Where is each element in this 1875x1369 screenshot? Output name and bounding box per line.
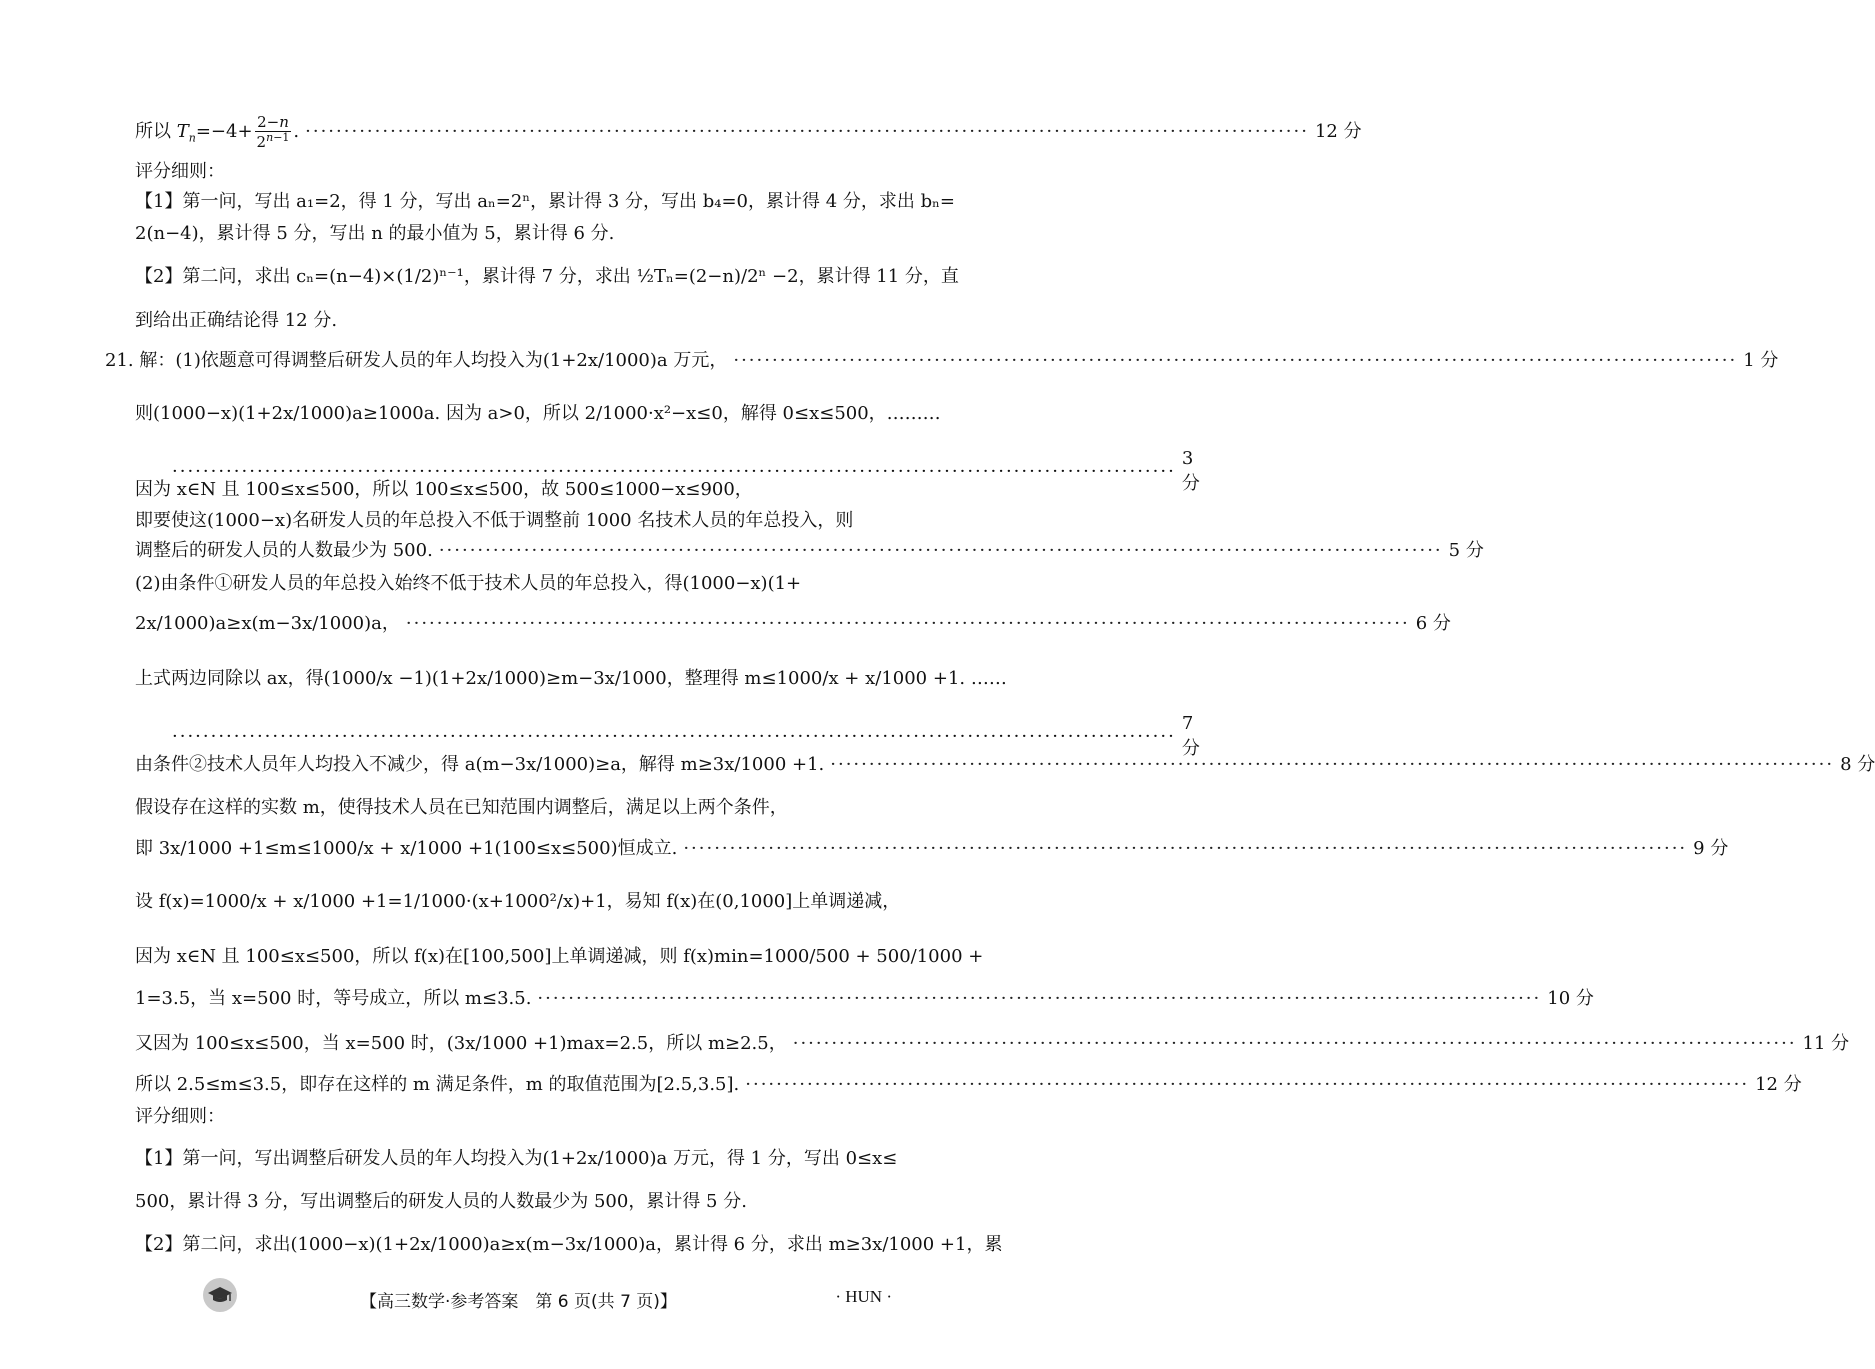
dot-leader: ·································································································································· — [405, 613, 1410, 634]
score-label: 5 分 — [1448, 540, 1484, 561]
footer-page-info: 【高三数学·参考答案 第 6 页(共 7 页)】 — [360, 1292, 677, 1312]
q21-part2-line-1: (2)由条件①研发人员的年总投入始终不低于技术人员的年总投入，得(1000−x)(1+ — [135, 573, 802, 594]
score-label: 12 分 — [1755, 1074, 1802, 1095]
q21-rule-1-line-2: 500，累计得 3 分，写出调整后的研发人员的人数最少为 500，累计得 5 分. — [135, 1191, 747, 1212]
score-label: 1 分 — [1743, 350, 1779, 371]
dot-leader: ·································································································································· — [745, 1074, 1750, 1095]
dot-leader: ·································································································································· — [683, 838, 1688, 859]
score-label: 11 分 — [1802, 1033, 1850, 1054]
q21-line-4: 即要使这(1000−x)名研发人员的年总投入不低于调整前 1000 名技术人员的年总投入，则 — [135, 510, 854, 531]
min-value-text: 又因为 100≤x≤500，当 x=500 时，(3x/1000 +1)max=2.5，所以 m≥2.5， — [135, 1033, 787, 1054]
q21-line-2: 则(1000−x)(1+2x/1000)a≥1000a. 因为 a>0，所以 2/1000·x²−x≤0，解得 0≤x≤500，……… — [135, 403, 941, 424]
q21-solution-start: 21. 解：(1)依题意可得调整后研发人员的年人均投入为(1+2x/1000)a 万元， — [105, 350, 728, 371]
dot-leader: ·································································································································· — [830, 754, 1835, 775]
q21-rule-1-line-1: 【1】第一问，写出调整后研发人员的年人均投入为(1+2x/1000)a 万元，得 1 分，写出 0≤x≤ — [135, 1148, 898, 1169]
rule-2-line-2: 到给出正确结论得 12 分. — [135, 310, 338, 331]
score-label: 12 分 — [1314, 121, 1362, 142]
dot-leader: ·································································································································· — [792, 1033, 1797, 1054]
q21-part2-line-10 — [135, 1033, 1850, 1054]
q21-part2-line-5: 假设存在这样的实数 m，使得技术人员在已知范围内调整后，满足以上两个条件， — [135, 797, 788, 818]
q21-part2-line-4 — [135, 754, 1875, 775]
max-value-text: 1=3.5，当 x=500 时，等号成立，所以 m≤3.5. — [135, 988, 532, 1009]
q21-part2-line-11 — [135, 1074, 1802, 1095]
scoring-rules-heading-2: 评分细则： — [135, 1106, 225, 1127]
score-label: 7 分 — [1181, 713, 1200, 759]
tn-formula: 所以 $T_n=-4+$ $\frac{2-n}{2^{n-1}}$ . — [135, 113, 300, 151]
rule-2-line-1: 【2】第二问，求出 cₙ=(n−4)×(1/2)ⁿ⁻¹，累计得 7 分，求出 ½Tₙ=(2−n)/2ⁿ −2，累计得 11 分，直 — [135, 266, 959, 287]
scoring-rules-heading: 评分细则： — [135, 161, 225, 182]
q21-part2-line-2 — [135, 613, 1451, 634]
rule-1-line-1: 【1】第一问，写出 a₁=2，得 1 分，写出 aₙ=2ⁿ，累计得 3 分，写出 b₄=0，累计得 4 分，求出 bₙ= — [135, 191, 956, 212]
dot-leader: ·································································································································· — [438, 540, 1443, 561]
dot-leader: ·································································································································· — [172, 461, 1176, 482]
q21-part2-line-3: 上式两边同除以 ax，得(1000/x −1)(1+2x/1000)≥m−3x/1000，整理得 m≤1000/x + x/1000 +1. …… — [135, 668, 1007, 689]
q21-part2-line-8: 因为 x∈N 且 100≤x≤500，所以 f(x)在[100,500]上单调递减，则 f(x)min=1000/500 + 500/1000 + — [135, 946, 984, 967]
dot-leader: ·································································································································· — [305, 121, 1309, 142]
q21-line-3: 因为 x∈N 且 100≤x≤500，所以 100≤x≤500，故 500≤1000−x≤900， — [135, 479, 753, 500]
footer-code: · HUN · — [835, 1287, 892, 1306]
dot-leader: ·································································································································· — [537, 988, 1542, 1009]
rule-1-line-2: 2(n−4)，累计得 5 分，写出 n 的最小值为 5，累计得 6 分. — [135, 223, 615, 244]
score-label: 6 分 — [1415, 613, 1451, 634]
q21-line-5 — [135, 540, 1484, 561]
answer-line-tn — [135, 113, 1362, 151]
q21-part2-line-9 — [135, 988, 1594, 1009]
range-conclusion-text: 所以 2.5≤m≤3.5，即存在这样的 m 满足条件，m 的取值范围为[2.5,3.5]. — [135, 1074, 740, 1095]
dot-leader: ·································································································································· — [172, 726, 1176, 747]
dot-leader: ·································································································································· — [733, 350, 1738, 371]
q21-part2-line-7: 设 f(x)=1000/x + x/1000 +1=1/1000·(x+1000²/x)+1，易知 f(x)在(0,1000]上单调递减， — [135, 891, 901, 912]
inequality-text: 2x/1000)a≥x(m−3x/1000)a， — [135, 613, 400, 634]
constant-inequality-text: 即 3x/1000 +1≤m≤1000/x + x/1000 +1(100≤x≤500)恒成立. — [135, 838, 678, 859]
dots-line — [172, 713, 1200, 760]
score-label: 10 分 — [1547, 988, 1594, 1009]
q21-rule-2-line-1: 【2】第二问，求出(1000−x)(1+2x/1000)a≥x(m−3x/1000)a，累计得 6 分，求出 m≥3x/1000 +1，累 — [135, 1234, 1003, 1255]
score-label: 3 分 — [1181, 448, 1200, 494]
page-footer — [0, 1283, 1000, 1313]
condition-2-text: 由条件②技术人员年人均投入不减少，得 a(m−3x/1000)≥a，解得 m≥3x/1000 +1. — [135, 754, 825, 775]
score-label: 8 分 — [1840, 754, 1875, 775]
q21-line-1 — [105, 350, 1779, 371]
score-label: 9 分 — [1693, 838, 1729, 859]
q21-part2-line-6 — [135, 838, 1729, 859]
conclusion-text: 调整后的研发人员的人数最少为 500. — [135, 540, 433, 561]
